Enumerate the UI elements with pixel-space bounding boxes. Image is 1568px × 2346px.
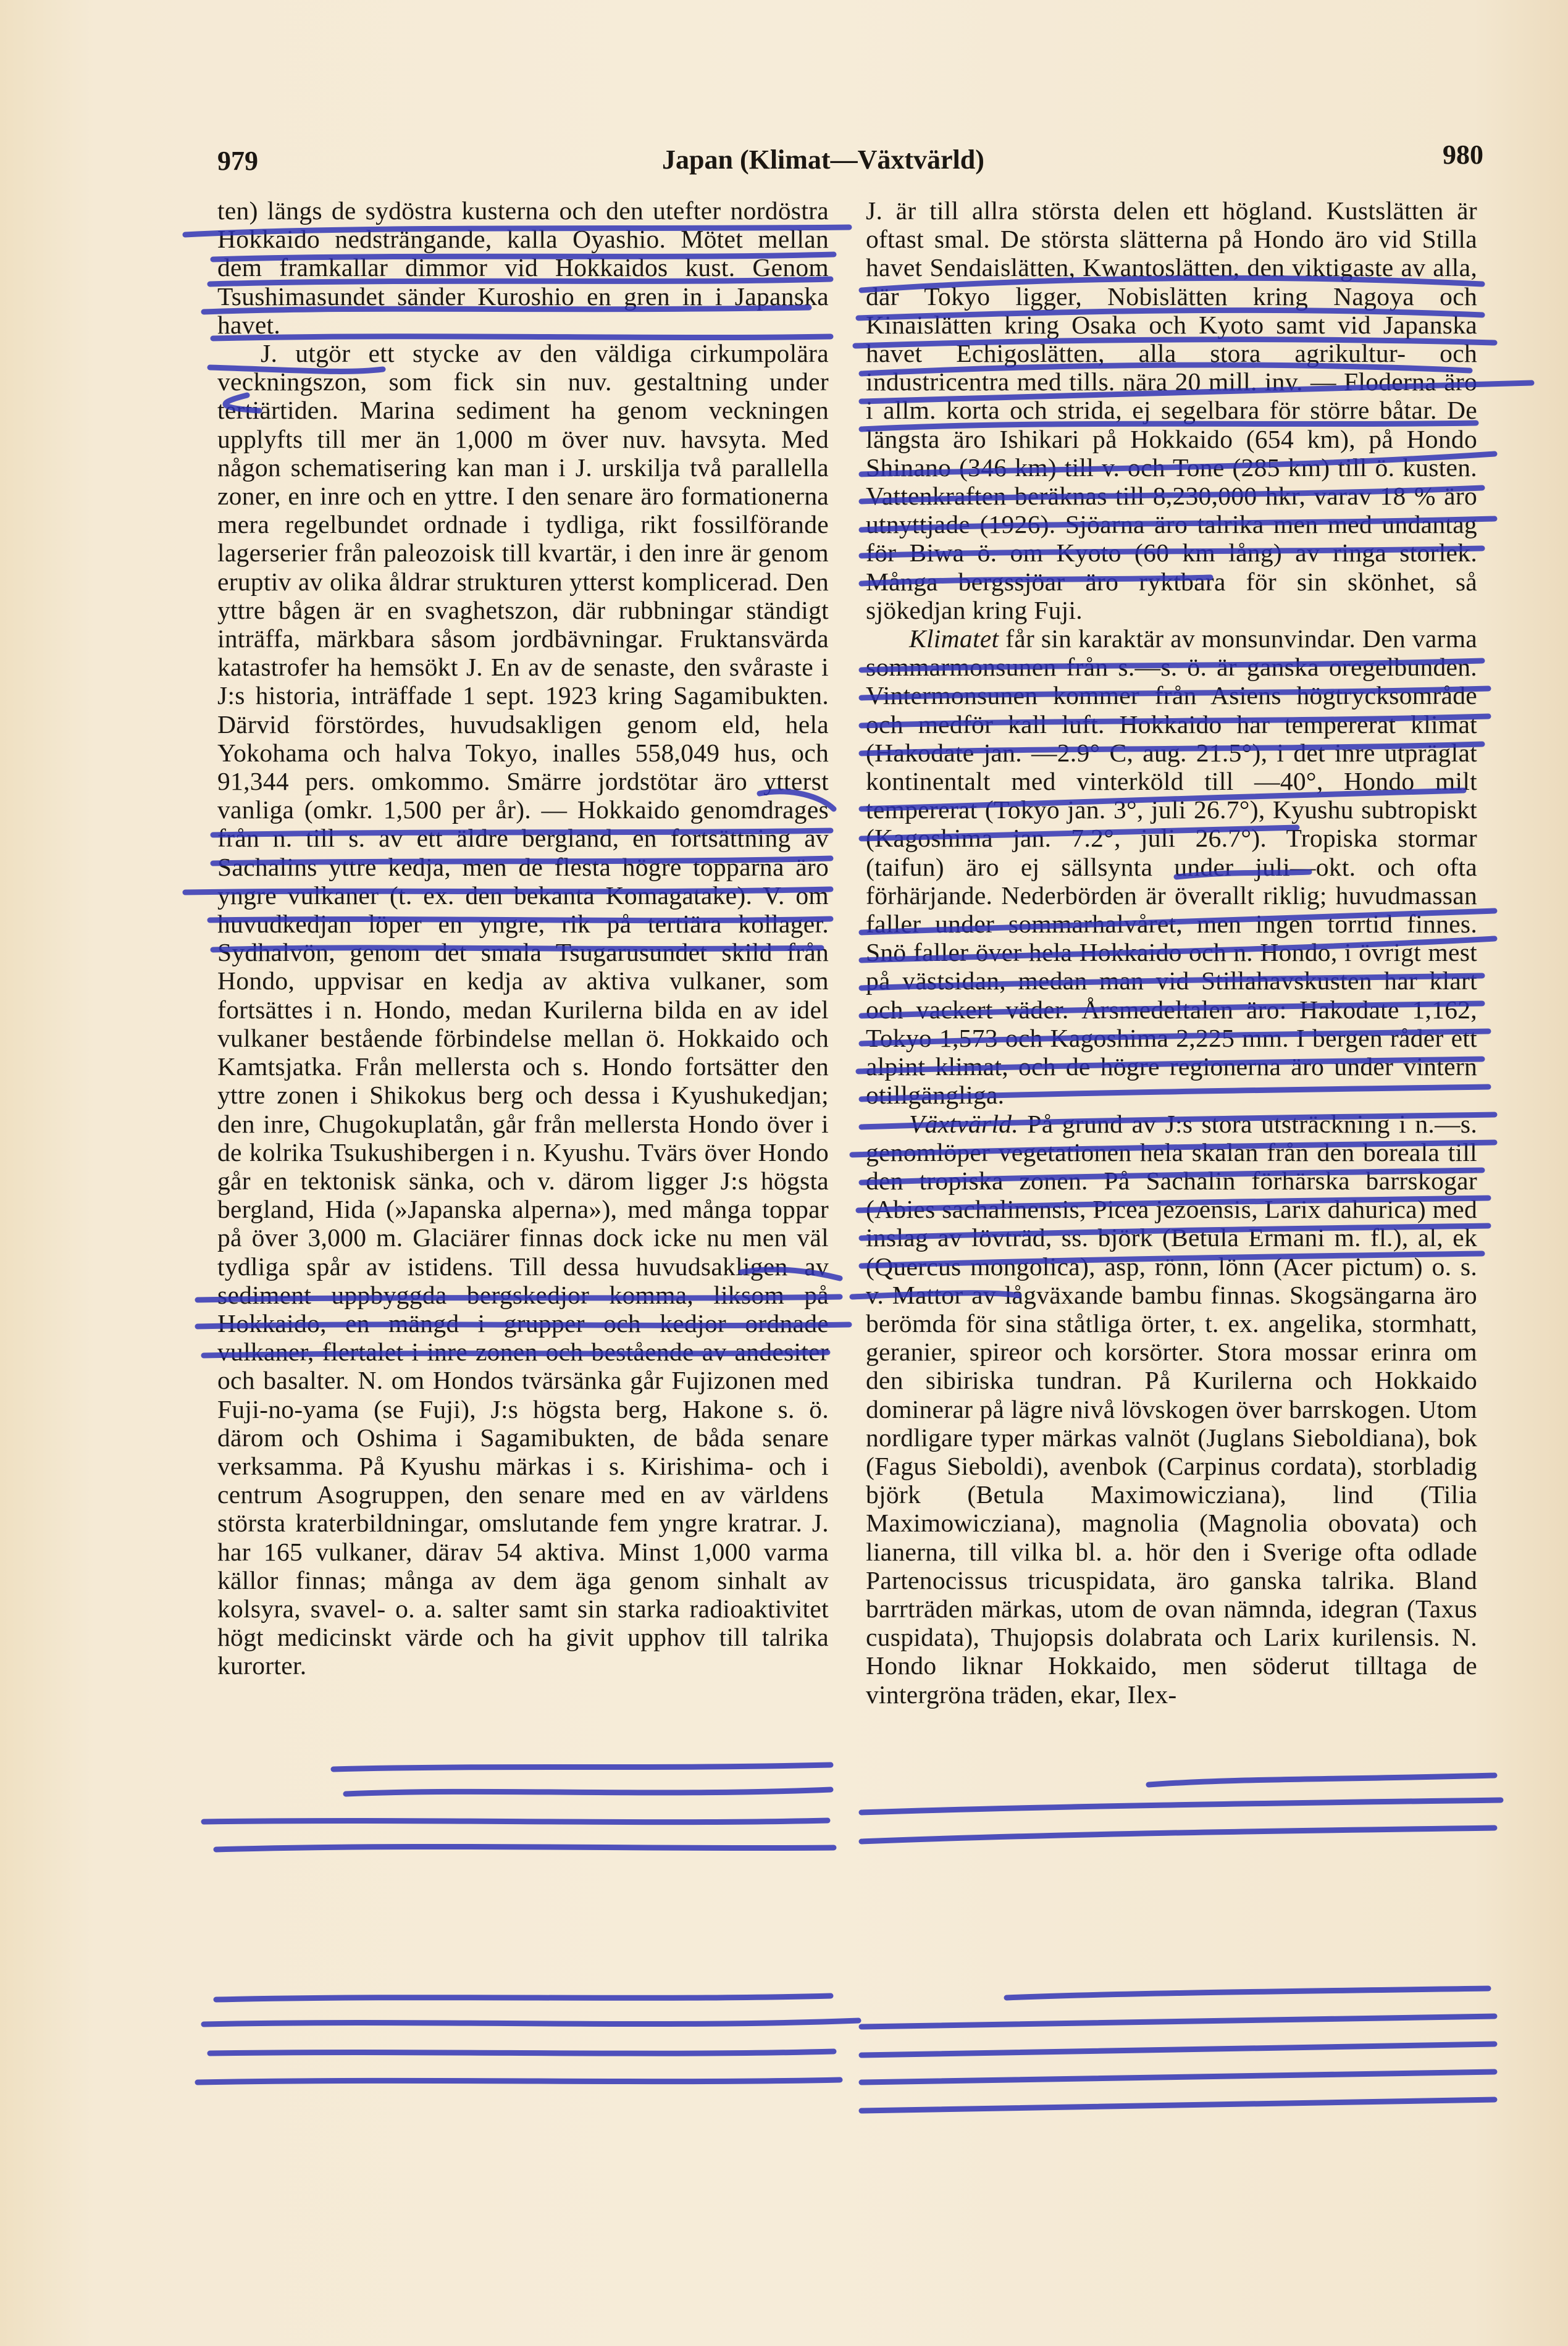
page-header [217, 139, 1483, 188]
running-title: Japan (Klimat—Växtvärld) [662, 145, 984, 175]
pen-strike [204, 1820, 828, 1822]
climate-heading: Klimatet [909, 624, 999, 653]
pen-strike [216, 1846, 834, 1850]
page-number-right: 980 [1443, 140, 1483, 170]
right-column [866, 196, 1477, 1709]
pen-strike [1007, 1988, 1488, 1998]
pen-strike [216, 1996, 831, 2000]
vegetation-text: På grund av J:s stora utsträckning i n.—s. genomlöper vegetationen hela skalan från den boreala till den tropiska zonen. På Sachalin förhärska barrskogar (Abies sachalinensis, Picea jezoensis, Larix dahurica) med inslag av lövträd, ss. björk (Betula Ermani m. fl.), al, ek (Quercus mongolica), asp, rönn, lönn (Acer pictum) o. s. v. Mattor av lågväxande bambu finnas. Skogsängarna äro berömda för sina ståtliga örter, t. ex. angelika, stormhatt, geranier, spireor och korsörter. Stora mossar erinra om den sibiriska tundran. På Kurilerna och Hokkaido dominerar på lägre nivå lövskogen över barrskogen. Utom nordligare typer märkas valnöt (Juglans Sieboldiana), bok (Fagus Sieboldi), avenbok (Carpinus cordata), storbladig björk (Betula Maximowicziana), lind (Tilia Maximowicziana), magnolia (Magnolia obovata) och lianerna, till vilka bl. a. hör den i Sverige ofta odlade Partenocissus tricuspidata, äro ganska talrika. Bland barrträden märkas, utom de ovan nämnda, idegran (Taxus cuspidata), Thujopsis dolabrata och Larix kurilensis. N. Hondo liknar Hokkaido, men söderut tilltaga de vintergröna träden, ekar, Ilex- [866, 1109, 1477, 1709]
vegetation-heading: Växtvärld. [909, 1109, 1019, 1138]
pen-strike [862, 1800, 1501, 1812]
pen-strike [862, 2072, 1495, 2082]
pen-strike [204, 2021, 858, 2024]
pen-strike [862, 2016, 1495, 2027]
pen-strike [862, 2044, 1495, 2055]
pen-strike [198, 2080, 840, 2082]
left-paragraph-1: ten) längs de sydöstra kusterna och den utefter nordöstra Hokkaido nedsträngande, kalla Oyashio. Mötet mellan dem framkallar dimmor vid Hokkaidos kust. Genom Tsushimasundet sänder Kuroshio en gren in i Japanska havet. [217, 196, 829, 339]
left-column [217, 196, 829, 1680]
right-paragraph-3 [866, 1110, 1477, 1709]
climate-text: får sin karaktär av monsunvindar. Den varma sommarmonsunen från s.—s. ö. är ganska oregelbunden. Vintermonsunen kommer från Asiens högtrycksområde och medför kall luft. Hokkaido har tempererat klimat (Hakodate jan. —2.9° C, aug. 21.5°), i det inre utpräglat kontinentalt med vinterköld till —40°, Hondo milt tempererat (Tokyo jan. 3°, juli 26.7°), Kyushu subtropiskt (Kagoshima jan. 7.2°, juli 26.7°). Tropiska stormar (taifun) äro ej sällsynta under juli—okt. och ofta förhärjande. Nederbörden är överallt riklig; huvudmassan faller under sommarhalvåret, men ingen torrtid finnes. Snö faller över hela Hokkaido och n. Hondo, i övrigt mest på västsidan, medan man vid Stillahavskusten har klart och vackert väder. Årsmedeltalen äro: Hakodate 1,162, Tokyo 1,573 och Kagoshima 2,225 mm. I bergen råder ett alpint klimat, och de högre regionerna äro under vintern otillgängliga. [866, 624, 1477, 1110]
pen-strike [862, 2100, 1495, 2111]
pen-strike [862, 1828, 1495, 1841]
right-paragraph-2 [866, 624, 1477, 1109]
pen-strike [1149, 1775, 1495, 1785]
right-paragraph-1: J. är till allra största delen ett högland. Kustslätten är oftast smal. De största slätterna på Hondo äro vid Stilla havet Sendaislätten, Kwantoslätten, den viktigaste av alla, där Tokyo ligger, Nobislätten kring Nagoya och Kinaislätten kring Osaka och Kyoto samt vid Japanska havet Echigoslätten, alla stora agrikultur- och industricentra med tills. nära 20 mill. inv. — Floderna äro i allm. korta och strida, ej segelbara för större båtar. De längsta äro Ishikari på Hokkaido (654 km), på Hondo Shinano (346 km) till v. och Tone (285 km) till ö. kusten. Vattenkraften beräknas till 8,230,000 hkr, varav 18 % äro utnyttjade (1926). Sjöarna äro talrika men med undantag för Biwa ö. om Kyoto (60 km lång) av ringa storlek. Många bergssjöar äro ryktbara för sin skönhet, så sjökedjan kring Fuji. [866, 196, 1477, 624]
pen-strike [346, 1790, 831, 1794]
left-paragraph-2: J. utgör ett stycke av den väldiga cirkumpolära veckningszon, som fick sin nuv. gestaltning under tertiärtiden. Marina sediment ha genom veckningen upplyfts till mer än 1,000 m över nuv. havsyta. Med någon schematisering kan man i J. urskilja två parallella zoner, en inre och en yttre. I den senare äro formationerna mera regelbundet ordnade i tydliga, rikt fossilförande lagerserier från paleozoisk till kvartär, i den inre är genom eruptiv av olika åldrar strukturen ytterst komplicerad. Den yttre bågen är en svaghetszon, där rubbningar ständigt inträffa, märkbara såsom jordbävningar. Fruktansvärda katastrofer ha hemsökt J. En av de senaste, den svåraste i J:s historia, inträffade 1 sept. 1923 kring Sagamibukten. Därvid förstördes, huvudsakligen genom eld, hela Yokohama och halva Tokyo, inalles 558,049 hus, och 91,344 pers. omkommo. Smärre jordstötar äro ytterst vanliga (omkr. 1,500 per år). — Hokkaido genomdrages från n. till s. av ett äldre bergland, en fortsättning av Sachalins yttre kedja, men de flesta högre topparna äro yngre vulkaner (t. ex. den bekanta Komagatake). V. om huvudkedjan löper en yngre, rik på tertiära kollager. Sydhalvön, genom det smala Tsugarusundet skild från Hondo, uppvisar en kedja av aktiva vulkaner, som fortsättes i n. Hondo, medan Kurilerna bilda en av idel vulkaner bestående förbindelse mellan ö. Hokkaido och Kamtsjatka. Från mellersta och s. Hondo fortsätter den yttre zonen i Shikokus berg och dessa i Kyushukedjan; den inre, Chugokuplatån, går från mellersta Hondo över i de kolrika Tsukushibergen i n. Kyushu. Tvärs över Hondo går en tektonisk sänka, och v. därom ligger J:s högsta bergland, Hida (»Japanska alperna»), med många toppar på över 3,000 m. Glaciärer finnas dock icke nu men väl tydliga spår av istidens. Till dessa huvudsakligen av sediment uppbyggda bergskedjor komma, liksom på Hokkaido, en mängd i grupper och kedjor ordnade vulkaner, flertalet i inre zonen och bestående av andesiter och basalter. N. om Hondos tvärsänka går Fujizonen med Fuji-no-yama (se Fuji), J:s högsta berg, Hakone s. ö. därom och Oshima i Sagamibukten, de båda senare verksamma. På Kyushu märkas i s. Kirishima- och i centrum Asogruppen, den senare med en av världens största kraterbildningar, omslutande fem yngre kratrar. J. har 165 vulkaner, därav 54 aktiva. Minst 1,000 varma källor finnas; många av dem äga genom sinhalt av kolsyra, svavel- o. a. salter samt sin starka radioaktivitet högt medicinskt värde och ha givit upphov till talrika kurorter. [217, 339, 829, 1680]
pen-strike [333, 1765, 831, 1769]
pen-strike [210, 2051, 834, 2053]
page-number-left: 979 [217, 146, 258, 176]
